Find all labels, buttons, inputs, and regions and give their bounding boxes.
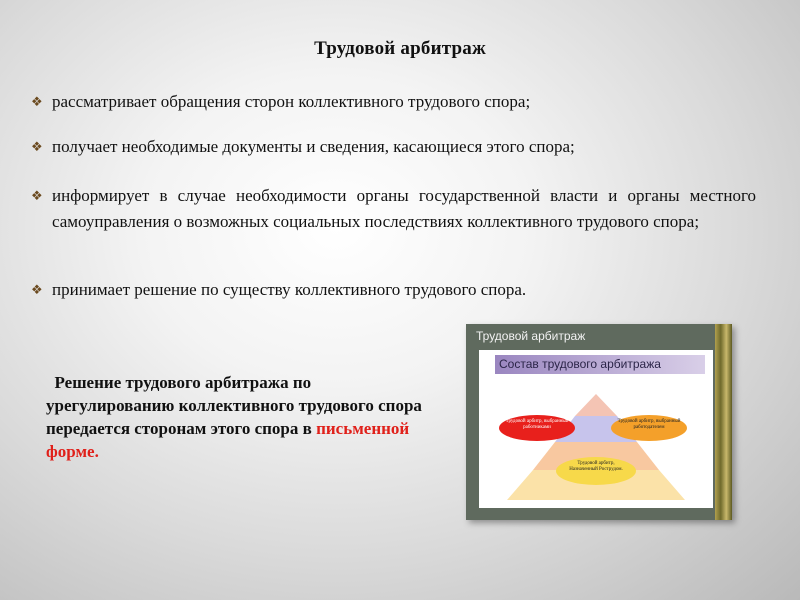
right-ellipse-label: Трудовой арбитр, выбранный работодателем bbox=[617, 419, 681, 430]
thumbnail-title: Трудовой арбитраж bbox=[476, 329, 586, 343]
diamond-bullet-icon: ❖ bbox=[31, 139, 43, 154]
center-ellipse-label: Трудовой арбитр, Назначенный Рострудом. bbox=[569, 461, 623, 472]
bullet-text: принимает решение по существу коллективного трудового спора. bbox=[52, 280, 527, 299]
page-title: Трудовой арбитраж bbox=[314, 38, 486, 59]
diamond-bullet-icon: ❖ bbox=[31, 188, 43, 203]
bullet-item bbox=[30, 134, 575, 160]
left-ellipse-label: Трудовой арбитр, выбранный работниками bbox=[505, 419, 569, 430]
thumbnail-canvas bbox=[479, 350, 713, 508]
bullet-text: рассматривает обращения сторон коллективного трудового спора; bbox=[52, 92, 531, 111]
diamond-bullet-icon: ❖ bbox=[31, 282, 43, 297]
pyramid-top bbox=[575, 394, 617, 416]
diamond-bullet-icon: ❖ bbox=[31, 94, 43, 109]
thumbnail-subtitle: Состав трудового арбитража bbox=[495, 355, 705, 374]
decision-highlight: письменной форме. bbox=[46, 419, 410, 461]
bullet-text: получает необходимые документы и сведения, касающиеся этого спора; bbox=[52, 137, 575, 156]
bullet-item bbox=[30, 183, 756, 235]
slide-thumbnail bbox=[466, 324, 732, 520]
bullet-item bbox=[30, 89, 530, 115]
decision-text: Решение трудового арбитража по урегулированию коллективного трудового спора передается сторонам этого спора в bbox=[46, 373, 422, 438]
bullet-item bbox=[30, 277, 526, 303]
decision-note bbox=[46, 371, 426, 463]
decorative-strip bbox=[715, 324, 732, 520]
bullet-text: информирует в случае необходимости органы государственной власти и органы местного самоуправления о возможных социальных последствиях коллективного трудового спора; bbox=[52, 186, 756, 231]
